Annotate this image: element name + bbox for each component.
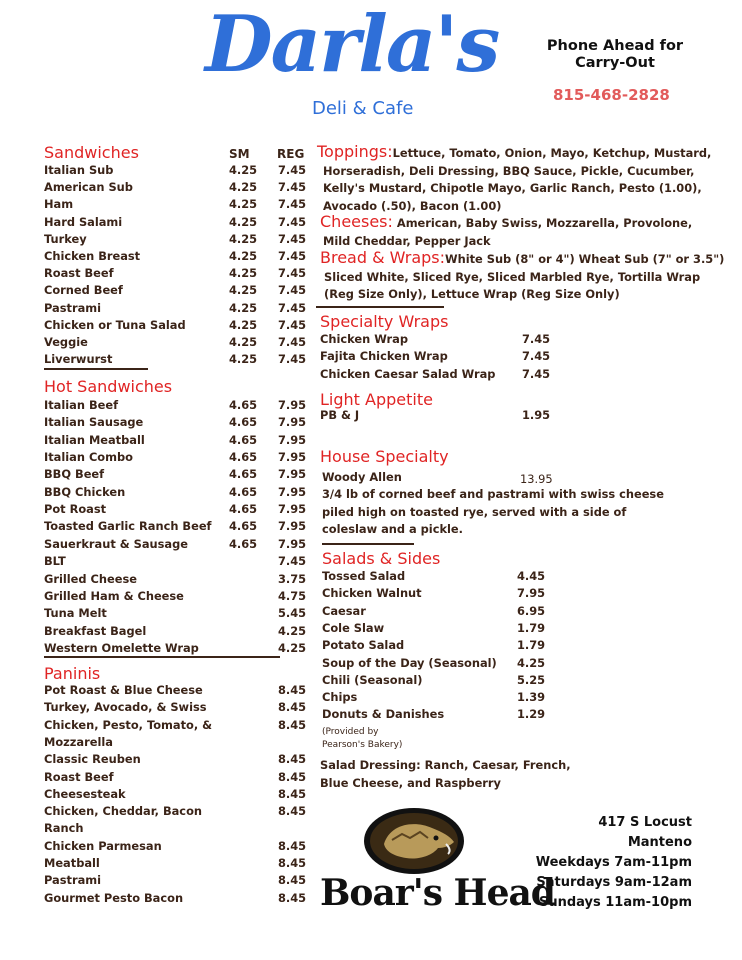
menu-item-name: Chips (322, 690, 358, 705)
menu-item-price: 8.45 (278, 700, 307, 715)
menu-item-price-reg: 7.45 (278, 163, 307, 177)
menu-item-name: Chicken, Cheddar, Bacon (44, 804, 202, 819)
cheeses-line: American, Baby Swiss, Mozzarella, Provolone, (396, 216, 693, 230)
menu-item-price-reg: 7.45 (278, 249, 307, 263)
menu-item-name: Potato Salad (322, 638, 405, 653)
toppings-line: Lettuce, Tomato, Onion, Mayo, Ketchup, Mustard, (392, 146, 712, 160)
menu-item-price-reg: 7.45 (278, 335, 307, 349)
specialty-item-price: 13.95 (520, 472, 553, 486)
section-title-specialty-wraps: Specialty Wraps (320, 312, 449, 331)
menu-item-name: Meatball (44, 856, 100, 870)
menu-item-name: Gourmet Pesto Bacon (44, 890, 184, 905)
menu-item-price-reg: 7.45 (278, 214, 307, 229)
menu-item-name: Veggie (44, 335, 88, 349)
menu-item-price: 1.79 (517, 620, 546, 635)
toppings-label: Toppings: (317, 142, 393, 161)
menu-item-name: Hard Salami (44, 214, 123, 229)
dressing-line: Salad Dressing: Ranch, Caesar, French, (320, 758, 571, 772)
logo-title: Darla's (205, 0, 499, 90)
menu-item-name: Tuna Melt (44, 606, 107, 621)
menu-item-name: Corned Beef (44, 283, 123, 298)
menu-item-name: Toasted Garlic Ranch Beef (44, 519, 212, 534)
menu-item-name: Italian Sausage (44, 415, 144, 430)
menu-item-price-sm: 4.25 (229, 300, 258, 315)
phone-ahead-text: Phone Ahead for Carry-Out (546, 38, 684, 71)
menu-item-name: Chicken Walnut (322, 586, 422, 601)
specialty-desc-line: piled high on toasted rye, served with a side of (322, 504, 627, 519)
divider (44, 368, 148, 370)
menu-item-name: Grilled Ham & Cheese (44, 588, 184, 603)
breads-line: (Reg Size Only), Lettuce Wrap (Reg Size Only) (324, 287, 620, 301)
menu-item-price: 5.25 (517, 672, 546, 687)
menu-item-price-sm: 4.65 (229, 398, 258, 412)
menu-item-price-reg: 7.45 (278, 197, 307, 212)
menu-item-price-sm: 4.65 (229, 536, 258, 551)
specialty-desc-line: coleslaw and a pickle. (322, 522, 463, 536)
breads-label: Bread & Wraps: (320, 248, 446, 267)
menu-item-name: Italian Sub (44, 163, 114, 177)
menu-item-price-sm: 4.25 (229, 249, 258, 263)
section-title-paninis: Paninis (44, 664, 101, 683)
menu-item-name: Grilled Cheese (44, 571, 137, 586)
menu-item-name: Chicken Wrap (320, 332, 409, 346)
menu-item-price: 8.45 (278, 890, 307, 905)
menu-item-price: 1.95 (522, 408, 551, 422)
menu-item-price: 1.79 (517, 638, 546, 653)
section-title-salads: Salads & Sides (322, 549, 441, 568)
toppings-block (317, 143, 727, 215)
menu-item-name: Chicken Breast (44, 249, 141, 263)
toppings-line: Kelly's Mustard, Chipotle Mayo, Garlic Ranch, Pesto (1.00), (323, 181, 702, 195)
boar-head-logo-icon (362, 806, 466, 876)
menu-item-price-reg: 4.25 (278, 623, 307, 638)
menu-item-price: 8.45 (278, 838, 307, 853)
menu-item-price-sm: 4.25 (229, 352, 258, 367)
menu-item-price-reg: 7.95 (278, 536, 307, 551)
menu-item-price: 8.45 (278, 683, 307, 697)
menu-item-price-reg: 7.95 (278, 484, 307, 499)
menu-item-name: Breakfast Bagel (44, 623, 147, 638)
menu-item-price-sm: 4.65 (229, 519, 258, 534)
menu-item-name: Turkey (44, 231, 87, 246)
menu-item-price-sm: 4.25 (229, 197, 258, 212)
menu-item-price: 7.45 (522, 366, 551, 381)
menu-item-price-reg: 5.45 (278, 606, 307, 621)
menu-item-price-sm: 4.25 (229, 335, 258, 349)
menu-item-price-reg: 7.95 (278, 398, 307, 412)
menu-item-name: Donuts & Danishes (322, 707, 445, 722)
menu-item-price-reg: 7.45 (278, 231, 307, 246)
bakery-note-line: (Provided by (322, 727, 379, 737)
menu-item-name: Ham (44, 197, 74, 212)
divider (322, 543, 414, 545)
address-street: 417 S Locust (598, 815, 692, 830)
address-city: Manteno (627, 835, 692, 850)
menu-item-name: Pot Roast (44, 502, 107, 517)
menu-item-price-sm: 4.25 (229, 163, 258, 177)
logo-subtitle: Deli & Cafe (312, 98, 414, 119)
menu-item-price: 1.39 (517, 690, 546, 705)
menu-item-name: PB & J (320, 408, 360, 422)
menu-item-price-sm: 4.65 (229, 432, 258, 447)
divider (44, 656, 280, 658)
menu-item-price-reg: 7.45 (278, 352, 307, 367)
menu-item-price: 7.45 (522, 349, 551, 364)
menu-item-price-sm: 4.25 (229, 266, 258, 281)
menu-item-price: 8.45 (278, 804, 307, 819)
menu-item-name: Soup of the Day (Seasonal) (322, 655, 497, 670)
menu-item-price-reg: 7.45 (278, 283, 307, 298)
menu-item-name: Turkey, Avocado, & Swiss (44, 700, 207, 715)
menu-item-name: American Sub (44, 180, 133, 195)
dressing-line: Blue Cheese, and Raspberry (320, 775, 501, 790)
menu-item-price-sm: 4.25 (229, 317, 258, 332)
menu-item-price: 8.45 (278, 717, 307, 732)
menu-item-name: Ranch (44, 821, 84, 836)
menu-item-name: Chicken or Tuna Salad (44, 317, 186, 332)
menu-item-name: Cheesesteak (44, 786, 126, 801)
menu-item-name: Italian Meatball (44, 432, 145, 447)
menu-item-name: Chicken, Pesto, Tomato, & (44, 717, 213, 732)
menu-item-name: Chili (Seasonal) (322, 672, 423, 687)
section-title-light-appetite: Light Appetite (320, 390, 433, 409)
menu-item-name: Pot Roast & Blue Cheese (44, 683, 203, 697)
menu-item-price-reg: 7.95 (278, 467, 307, 482)
menu-item-price-sm: 4.65 (229, 467, 258, 482)
menu-item-name: Tossed Salad (322, 569, 406, 583)
menu-item-price: 8.45 (278, 786, 307, 801)
menu-item-name: Pastrami (44, 300, 102, 315)
breads-block (320, 249, 732, 304)
section-title-sandwiches: Sandwiches (44, 143, 139, 162)
salad-dressing-text (320, 757, 620, 792)
menu-item-price-reg: 3.75 (278, 571, 307, 586)
menu-item-price-sm: 4.25 (229, 231, 258, 246)
menu-item-name: Pastrami (44, 873, 102, 888)
column-header-sm: SM (229, 147, 250, 161)
menu-item-price: 8.45 (278, 873, 307, 888)
menu-item-price-reg: 7.45 (278, 317, 307, 332)
menu-item-price-reg: 7.45 (278, 554, 307, 569)
menu-item-name: Cole Slaw (322, 620, 385, 635)
menu-item-price-sm: 4.25 (229, 180, 258, 195)
breads-line: Sliced White, Sliced Rye, Sliced Marbled Rye, Tortilla Wrap (324, 269, 701, 284)
section-title-hot-sandwiches: Hot Sandwiches (44, 377, 173, 396)
specialty-item-name: Woody Allen (322, 470, 402, 484)
specialty-desc-line: 3/4 lb of corned beef and pastrami with swiss cheese (322, 487, 664, 501)
menu-item-name: Fajita Chicken Wrap (320, 349, 448, 364)
menu-item-price-sm: 4.25 (229, 283, 258, 298)
hours-saturdays: Saturdays 9am-12am (536, 875, 692, 890)
hours-weekdays: Weekdays 7am-11pm (535, 855, 692, 870)
divider (316, 306, 444, 308)
phone-number: 815-468-2828 (553, 86, 670, 104)
menu-item-price-reg: 7.45 (278, 300, 307, 315)
menu-item-price-reg: 7.95 (278, 415, 307, 430)
cheeses-block (320, 213, 730, 250)
section-title-house-specialty: House Specialty (320, 447, 449, 466)
menu-item-price-sm: 4.65 (229, 502, 258, 517)
menu-item-price-reg: 7.95 (278, 432, 307, 447)
menu-item-name: Roast Beef (44, 769, 114, 784)
menu-item-name: Chicken Parmesan (44, 838, 162, 853)
menu-item-price-reg: 7.95 (278, 450, 307, 465)
menu-item-price: 8.45 (278, 856, 307, 870)
cheeses-label: Cheeses: (320, 212, 393, 231)
menu-item-name: Caesar (322, 603, 366, 618)
breads-line: White Sub (8" or 4") Wheat Sub (7" or 3.5") (445, 252, 725, 266)
menu-item-price: 6.95 (517, 603, 546, 618)
cheeses-line: Mild Cheddar, Pepper Jack (323, 233, 491, 248)
hours-sundays: Sundays 11am-10pm (538, 895, 692, 910)
menu-item-price-reg: 4.75 (278, 588, 307, 603)
menu-item-price-sm: 4.65 (229, 450, 258, 465)
menu-item-name: Mozzarella (44, 734, 113, 749)
brand-name: Boar's Head (320, 872, 555, 914)
menu-item-price: 7.45 (522, 332, 551, 346)
menu-item-name: Liverwurst (44, 352, 113, 367)
menu-item-price-reg: 7.45 (278, 180, 307, 195)
menu-item-price: 1.29 (517, 707, 546, 722)
menu-item-name: Chicken Caesar Salad Wrap (320, 366, 496, 381)
menu-item-name: BBQ Chicken (44, 484, 126, 499)
bakery-note (322, 726, 402, 752)
menu-item-price: 4.25 (517, 655, 546, 670)
menu-item-price-reg: 4.25 (278, 640, 307, 655)
menu-item-price: 8.45 (278, 752, 307, 767)
column-header-reg: REG (277, 147, 305, 161)
menu-item-price-reg: 7.95 (278, 502, 307, 517)
menu-item-price: 7.95 (517, 586, 546, 601)
menu-item-price-sm: 4.25 (229, 214, 258, 229)
menu-item-name: Roast Beef (44, 266, 114, 281)
toppings-line: Horseradish, Deli Dressing, BBQ Sauce, Pickle, Cucumber, (323, 163, 695, 178)
menu-item-price-reg: 7.95 (278, 519, 307, 534)
menu-item-price-sm: 4.65 (229, 484, 258, 499)
menu-item-name: Italian Combo (44, 450, 133, 465)
specialty-description (322, 486, 722, 539)
menu-item-name: Sauerkraut & Sausage (44, 536, 188, 551)
menu-item-name: Western Omelette Wrap (44, 640, 199, 655)
menu-item-price: 4.45 (517, 569, 546, 583)
menu-item-price-reg: 7.45 (278, 266, 307, 281)
menu-item-name: Italian Beef (44, 398, 119, 412)
bakery-note-line: Pearson's Bakery) (322, 740, 403, 750)
menu-item-price: 8.45 (278, 769, 307, 784)
toppings-line: Avocado (.50), Bacon (1.00) (323, 198, 502, 213)
menu-item-name: Classic Reuben (44, 752, 141, 767)
menu-item-price-sm: 4.65 (229, 415, 258, 430)
menu-item-name: BLT (44, 554, 66, 569)
menu-item-name: BBQ Beef (44, 467, 105, 482)
